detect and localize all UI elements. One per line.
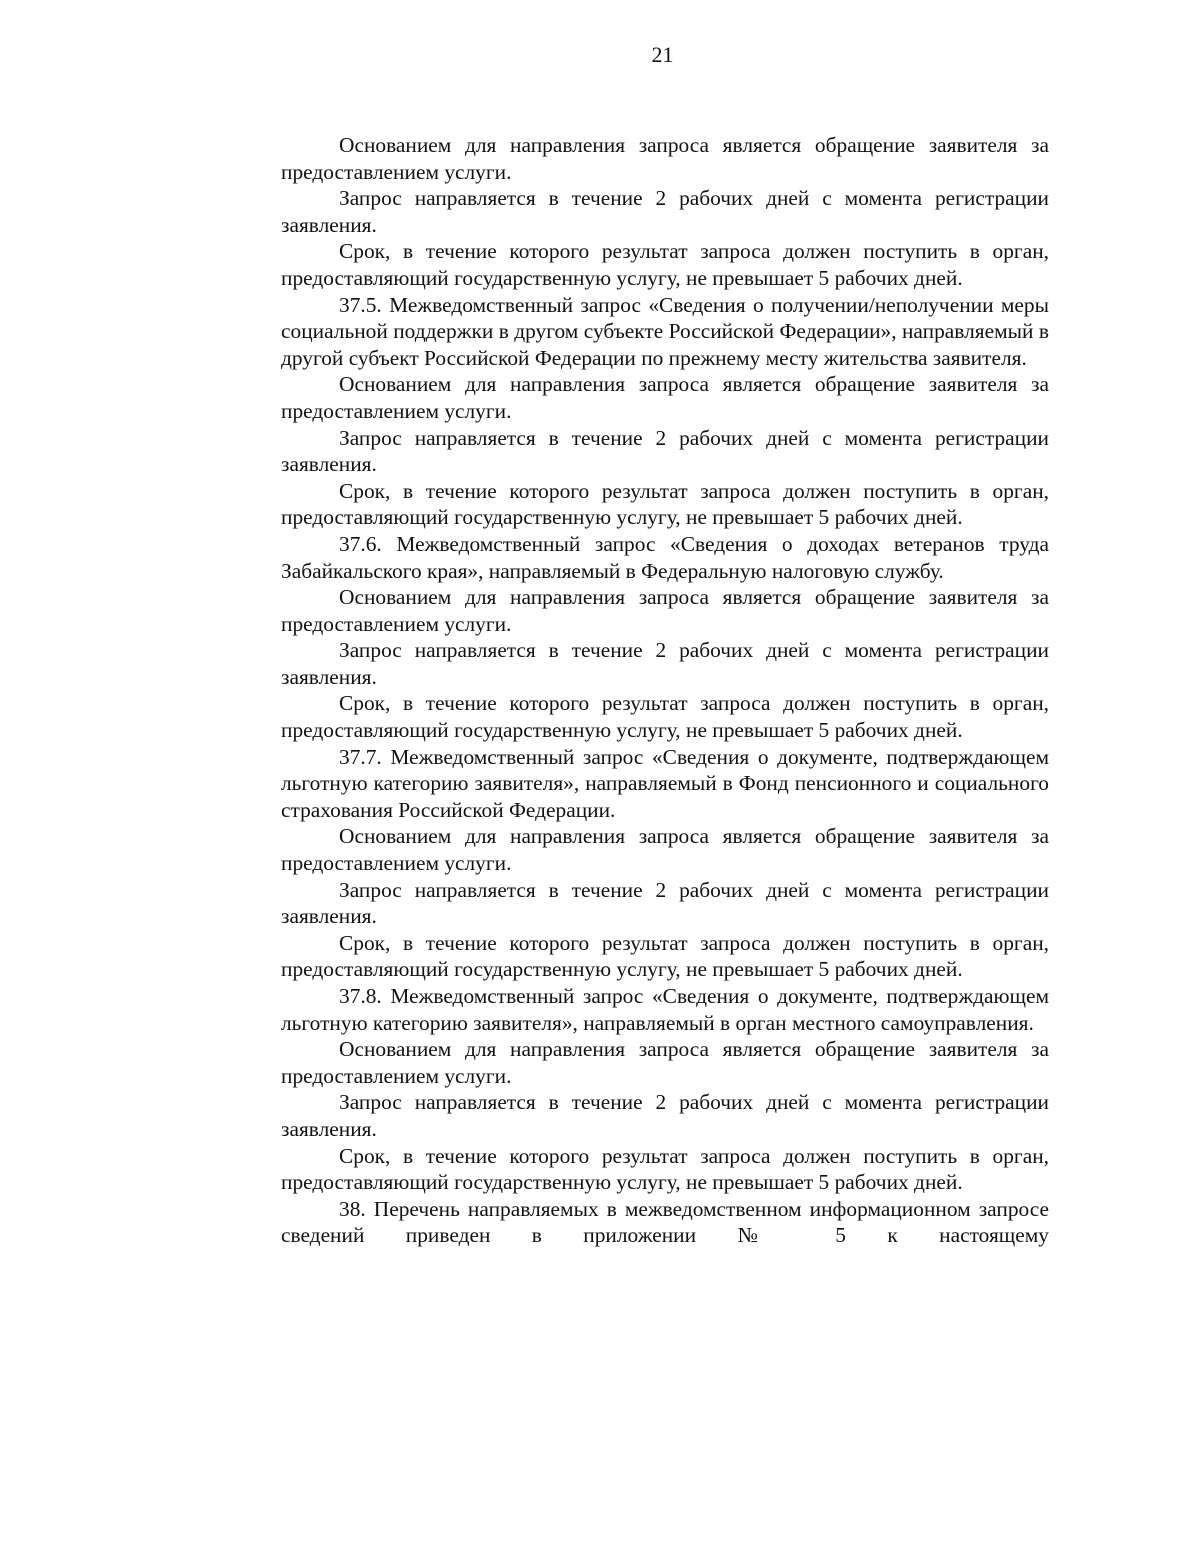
paragraph: Запрос направляется в течение 2 рабочих дней с момента регистрации заявления.	[281, 186, 1049, 237]
paragraph: Основанием для направления запроса является обращение заявителя за предоставлением услуги.	[281, 372, 1049, 423]
paragraph: 37.5. Межведомственный запрос «Сведения о получении/неполучении меры социальной поддержки в другом субъекте Российской Федерации», направляемый в другой субъект Российской Федерации по прежнему месту жительства заявителя.	[281, 292, 1049, 370]
paragraph: Основанием для направления запроса является обращение заявителя за предоставлением услуги.	[281, 585, 1049, 636]
paragraph: 37.7. Межведомственный запрос «Сведения о документе, подтверждающем льготную категорию заявителя», направляемый в Фонд пенсионного и социального страхования Российской Федерации.	[281, 744, 1049, 822]
paragraph: Срок, в течение которого результат запроса должен поступить в орган, предоставляющий государственную услугу, не превышает 5 рабочих дней.	[281, 478, 1049, 530]
paragraph: 37.8. Межведомственный запрос «Сведения о документе, подтверждающем льготную категорию заявителя», направляемый в орган местного самоуправления.	[281, 984, 1049, 1035]
paragraph: Запрос направляется в течение 2 рабочих дней с момента регистрации заявления.	[281, 1090, 1049, 1141]
paragraph: Запрос направляется в течение 2 рабочих дней с момента регистрации заявления.	[281, 425, 1049, 477]
paragraph: Запрос направляется в течение 2 рабочих дней с момента регистрации заявления.	[281, 638, 1049, 689]
page-number: 21	[651, 42, 674, 67]
paragraph: Срок, в течение которого результат запроса должен поступить в орган, предоставляющий государственную услугу, не превышает 5 рабочих дней.	[281, 691, 1049, 743]
paragraph: 37.6. Межведомственный запрос «Сведения о доходах ветеранов труда Забайкальского края», направляемый в Федеральную налоговую службу.	[281, 531, 1049, 583]
paragraph: Основанием для направления запроса является обращение заявителя за предоставлением услуги.	[281, 1037, 1049, 1088]
paragraph: Срок, в течение которого результат запроса должен поступить в орган, предоставляющий государственную услугу, не превышает 5 рабочих дней.	[281, 1143, 1049, 1195]
paragraph: Срок, в течение которого результат запроса должен поступить в орган, предоставляющий государственную услугу, не превышает 5 рабочих дней.	[281, 239, 1049, 290]
document-body	[281, 132, 1049, 1249]
paragraph: Основанием для направления запроса является обращение заявителя за предоставлением услуги.	[281, 824, 1049, 876]
paragraph: Основанием для направления запроса является обращение заявителя за предоставлением услуги.	[281, 133, 1049, 184]
paragraph: Срок, в течение которого результат запроса должен поступить в орган, предоставляющий государственную услугу, не превышает 5 рабочих дней.	[281, 930, 1049, 982]
paragraph: 38. Перечень направляемых в межведомственном информационном запросе сведений приведен в приложении № 5 к настоящему	[281, 1196, 1049, 1248]
paragraph: Запрос направляется в течение 2 рабочих дней с момента регистрации заявления.	[281, 877, 1049, 929]
